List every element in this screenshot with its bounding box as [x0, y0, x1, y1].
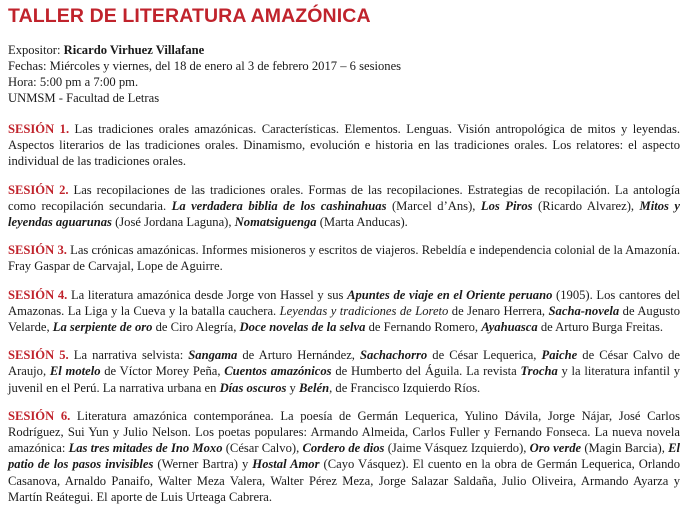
session-text: (César Calvo),	[222, 441, 303, 456]
hours-line: Hora: 5:00 pm a 7:00 pm.	[8, 75, 139, 89]
session-text: de Augusto Velarde,	[8, 303, 681, 335]
work-title: Apuntes de viaje en el Oriente peruano	[347, 287, 553, 302]
work-title: Cuentos amazónicos	[224, 364, 332, 379]
event-details	[8, 42, 680, 106]
session-text: (1905). Los cantores del Amazonas. La Liga y la Cueva y la batalla cauchera.	[8, 287, 680, 318]
dates-line: Fechas: Miércoles y viernes, del 18 de enero al 3 de febrero 2017 – 6 sesiones	[8, 59, 402, 73]
session-label: SESIÓN 1.	[8, 122, 70, 136]
session-text: de Humberto del Águila. La revista	[331, 364, 521, 379]
session-text: de Ciro Alegría,	[152, 320, 240, 335]
work-title: Trocha	[520, 364, 558, 379]
session-text: Las recopilaciones de las tradiciones orales. Formas de las recopilaciones. Estrategias de recopilación. La antología como recopilación secundaria.	[8, 182, 680, 213]
session-text: de César Calvo de Araujo,	[8, 348, 680, 379]
session-text: (Marcel d’Ans),	[386, 198, 481, 213]
session-text: (Magin Barcia),	[581, 441, 669, 456]
session-text: (Cayo Vásquez). El cuento en la obra de Germán Lequerica, Orlando Casanova, Arnaldo Panaifo, Walter Meza Valera, Walter Pérez Meza, Jorge Salazar Saldaña, Julio Oliveira, Armando Ayarza y Martín Reátegui. El aporte de Luis Urteaga Cabrera.	[8, 457, 680, 504]
page-title: TALLER DE LITERATURA AMAZÓNICA	[8, 5, 371, 27]
work-title: Oro verde	[529, 441, 582, 456]
session-text: y	[286, 380, 299, 395]
session-text: de César Lequerica,	[427, 348, 542, 363]
session-label: SESIÓN 4.	[8, 287, 68, 302]
session-text: de Arturo Burga Freitas.	[537, 320, 664, 335]
expositor-label: Expositor:	[8, 43, 64, 57]
place-line: UNMSM - Facultad de Letras	[8, 91, 160, 105]
session-text: La narrativa selvista:	[68, 348, 189, 363]
session-text: de Fernando Romero,	[365, 320, 482, 335]
session-text: de Arturo Hernández,	[237, 348, 361, 363]
work-title: El patio de los pasos invisibles	[8, 441, 680, 472]
session-text: (Werner Bartra) y	[153, 457, 253, 472]
sessions-list	[8, 121, 680, 505]
session-paragraph	[8, 287, 680, 336]
work-title: La verdadera biblia de los cashinahuas	[171, 198, 387, 213]
work-title: El motelo	[49, 364, 101, 379]
work-title: Belén	[299, 380, 330, 395]
session-text: (Jaime Vásquez Izquierdo),	[384, 441, 530, 456]
session-text: La literatura amazónica desde Jorge von Hassel y sus	[67, 287, 348, 302]
work-title: Los Piros	[480, 198, 533, 213]
session-paragraph	[8, 182, 680, 231]
work-title: Ayahuasca	[481, 320, 538, 335]
work-title: La serpiente de oro	[52, 320, 153, 335]
session-label: SESIÓN 2.	[8, 182, 69, 197]
session-text: Las crónicas amazónicas. Informes misioneros y escritos de viajeros. Rebeldía e independencia colonial de la Amazonía. Fray Gaspar de Carvajal, Lope de Aguirre.	[8, 243, 680, 274]
work-title: Leyendas y tradiciones de Loreto	[279, 303, 449, 318]
session-paragraph	[8, 242, 680, 274]
work-title: Sangama	[188, 348, 238, 363]
work-title: Sachachorro	[360, 348, 428, 363]
session-text: de Jenaro Herrera,	[448, 303, 549, 318]
work-title: Nomatsiguenga	[234, 215, 317, 230]
session-label: SESIÓN 3.	[8, 243, 67, 258]
work-title: Las tres mitades de Ino Moxo	[68, 441, 223, 456]
session-text: , de Francisco Izquierdo Ríos.	[329, 380, 481, 395]
session-text: de Víctor Morey Peña,	[100, 364, 225, 379]
session-paragraph	[8, 408, 680, 505]
session-text: (Ricardo Alvarez),	[532, 198, 640, 213]
session-paragraph	[8, 121, 680, 170]
work-title: Sacha-novela	[548, 303, 620, 318]
expositor-line	[8, 42, 680, 58]
session-text: Las tradiciones orales amazónicas. Características. Elementos. Lenguas. Visión antropológica de mitos y leyendas. Aspectos literarios de las tradiciones orales. Dinamismo, evolución e historia en las tradiciones orales. Los relatores: el aspecto individual de las tradiciones orales.	[8, 122, 680, 169]
work-title: Doce novelas de la selva	[239, 320, 366, 335]
session-label: SESIÓN 5.	[8, 348, 69, 363]
session-text: y la literatura infantil y juvenil en el Perú. La narrativa urbana en	[8, 364, 680, 395]
work-title: Cordero de dios	[302, 441, 385, 456]
session-text: Literatura amazónica contemporánea. La poesía de Germán Lequerica, Yulino Dávila, Jorge Nájar, José Carlos Rodríguez, Sui Yun y Julio Nelson. Los poetas populares: Armando Almeida, Carlos Fuller y Fernando Fonseca. La nueva novela amazónica:	[8, 408, 681, 456]
work-title: Mitos y leyendas aguarunas	[8, 198, 680, 230]
session-text: (Marta Anducas).	[316, 215, 408, 230]
session-text: (José Jordana Laguna),	[111, 215, 235, 230]
work-title: Paiche	[541, 348, 578, 363]
work-title: Días oscuros	[219, 380, 287, 395]
session-paragraph	[8, 347, 680, 396]
expositor-name: Ricardo Virhuez Villafane	[63, 43, 205, 57]
session-label: SESIÓN 6.	[8, 408, 71, 423]
work-title: Hostal Amor	[252, 457, 320, 472]
